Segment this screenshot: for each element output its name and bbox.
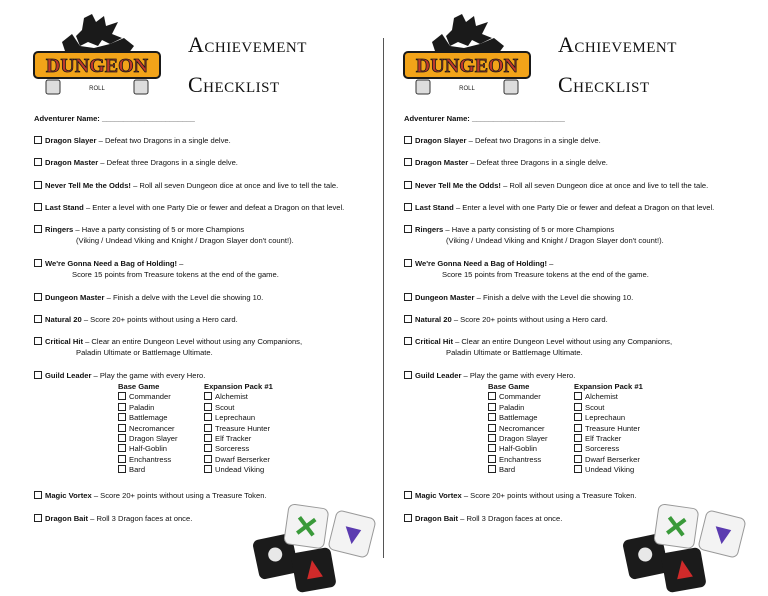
- checkbox-icon[interactable]: [404, 259, 412, 267]
- dungeon-roll-logo: [402, 12, 532, 98]
- checkbox-icon[interactable]: [404, 315, 412, 323]
- checkbox-icon[interactable]: [488, 465, 496, 473]
- checkbox-icon[interactable]: [118, 444, 126, 452]
- checkbox-icon[interactable]: [34, 181, 42, 189]
- hero-name: Sorceress: [585, 444, 620, 454]
- checkbox-icon[interactable]: [488, 392, 496, 400]
- hero-name: Bard: [499, 465, 516, 475]
- achievement-text: – Roll 3 Dragon faces at once.: [88, 514, 193, 523]
- hero-checklist-item: [118, 434, 178, 444]
- achievement-name: Ringers: [45, 225, 74, 234]
- checkbox-icon[interactable]: [204, 424, 212, 432]
- checkbox-icon[interactable]: [488, 403, 496, 411]
- achievement-detail: Paladin Ultimate or Battlemage Ultimate.: [446, 348, 583, 357]
- hero-name: Scout: [585, 402, 605, 412]
- adventurer-name-field: Adventurer Name: ______________________: [404, 114, 565, 123]
- hero-checklist-item: [204, 455, 273, 465]
- achievement-item: [404, 370, 575, 382]
- achievement-item: [404, 314, 608, 326]
- hero-name: Dragon Slayer: [499, 434, 548, 444]
- hero-checklist-item: [488, 424, 548, 434]
- achievement-name: Last Stand: [45, 203, 84, 212]
- hero-checklist-item: [204, 403, 273, 413]
- hero-name: Necromancer: [499, 423, 545, 433]
- hero-checklist-item: [574, 434, 643, 444]
- checkbox-icon[interactable]: [34, 514, 42, 522]
- achievement-item: [404, 135, 601, 147]
- expansion-column: [574, 382, 643, 476]
- logo-subtitle: ROLL: [459, 86, 475, 92]
- achievement-item: [34, 224, 244, 236]
- achievement-name: Never Tell Me the Odds!: [45, 181, 131, 190]
- hero-name: Treasure Hunter: [215, 423, 271, 433]
- checkbox-icon[interactable]: [118, 424, 126, 432]
- checkbox-icon[interactable]: [574, 403, 582, 411]
- checkbox-icon[interactable]: [118, 455, 126, 463]
- checkbox-icon[interactable]: [404, 293, 412, 301]
- achievement-text: – Defeat two Dragons in a single delve.: [466, 136, 601, 145]
- checkbox-icon[interactable]: [34, 315, 42, 323]
- checkbox-icon[interactable]: [118, 465, 126, 473]
- checkbox-icon[interactable]: [404, 136, 412, 144]
- hero-name: Enchantress: [499, 454, 542, 464]
- hero-name: Necromancer: [129, 423, 175, 433]
- achievement-item: [404, 258, 553, 270]
- achievement-name: Dungeon Master: [45, 293, 105, 302]
- achievement-name: Natural 20: [45, 315, 82, 324]
- achievement-item: [34, 180, 338, 192]
- hero-name: Commander: [129, 392, 171, 402]
- logo-wordmark: DUNGEON: [45, 55, 149, 77]
- achievement-text: – Play the game with every Hero.: [461, 371, 576, 380]
- hero-name: Dwarf Berserker: [215, 454, 270, 464]
- hero-checklist-item: [488, 465, 548, 475]
- checkbox-icon[interactable]: [34, 203, 42, 211]
- achievement-name: Dragon Slayer: [415, 136, 467, 145]
- dice-illustration: [618, 498, 748, 596]
- hero-checklist-item: [574, 413, 643, 423]
- title-line-1: Achievement: [188, 32, 307, 57]
- hero-checklist-item: [204, 413, 273, 423]
- achievement-name: Ringers: [415, 225, 444, 234]
- hero-checklist-item: [204, 465, 273, 475]
- achievement-name: Never Tell Me the Odds!: [415, 181, 501, 190]
- logo-subtitle: ROLL: [89, 86, 105, 92]
- base-game-column: [488, 382, 548, 476]
- checkbox-icon[interactable]: [34, 337, 42, 345]
- dungeon-roll-logo: [32, 12, 162, 98]
- hero-name: Treasure Hunter: [585, 423, 641, 433]
- checkbox-icon[interactable]: [118, 392, 126, 400]
- hero-name: Leprechaun: [215, 413, 256, 423]
- hero-name: Sorceress: [215, 444, 250, 454]
- hero-name: Half-Goblin: [499, 444, 537, 454]
- achievement-text: – Enter a level with one Party Die or fewer and defeat a Dragon on that level.: [453, 203, 715, 212]
- checkbox-icon[interactable]: [204, 403, 212, 411]
- expansion-header: Expansion Pack #1: [574, 382, 643, 391]
- achievement-item: [404, 202, 714, 214]
- checkbox-icon[interactable]: [404, 371, 412, 379]
- hero-name: Undead Viking: [585, 465, 635, 475]
- achievement-text: – Have a party consisting of 5 or more Champions: [73, 225, 245, 234]
- achievement-text: – Score 20+ points without using a Treasure Token.: [91, 491, 267, 500]
- expansion-column: [204, 382, 273, 476]
- hero-name: Elf Tracker: [215, 434, 252, 444]
- achievement-item: [34, 292, 263, 304]
- achievement-name: We're Gonna Need a Bag of Holding!: [45, 259, 178, 268]
- adventurer-name-field: Adventurer Name: ______________________: [34, 114, 195, 123]
- checkbox-icon[interactable]: [488, 413, 496, 421]
- checkbox-icon[interactable]: [574, 455, 582, 463]
- hero-name: Paladin: [129, 402, 155, 412]
- checkbox-icon[interactable]: [204, 434, 212, 442]
- achievement-item: [404, 513, 562, 525]
- checkbox-icon[interactable]: [488, 444, 496, 452]
- checklist-right: [390, 0, 760, 594]
- checkbox-icon[interactable]: [404, 514, 412, 522]
- base-game-header: Base Game: [488, 382, 530, 391]
- hero-checklist-item: [488, 444, 548, 454]
- hero-checklist-item: [118, 392, 178, 402]
- achievement-name: Dragon Slayer: [45, 136, 97, 145]
- achievement-text: – Finish a delve with the Level die showing 10.: [104, 293, 264, 302]
- checkbox-icon[interactable]: [488, 455, 496, 463]
- hero-name: Battlemage: [129, 413, 168, 423]
- checkbox-icon[interactable]: [34, 491, 42, 499]
- checkbox-icon[interactable]: [404, 225, 412, 233]
- checkbox-icon[interactable]: [34, 136, 42, 144]
- achievement-detail: (Viking / Undead Viking and Knight / Dragon Slayer don't count!).: [446, 236, 664, 245]
- checkbox-icon[interactable]: [488, 434, 496, 442]
- checkbox-icon[interactable]: [574, 413, 582, 421]
- achievement-text: – Enter a level with one Party Die or fewer and defeat a Dragon on that level.: [83, 203, 345, 212]
- hero-checklist-item: [574, 465, 643, 475]
- achievement-name: Magic Vortex: [415, 491, 462, 500]
- achievement-name: Natural 20: [415, 315, 452, 324]
- achievement-detail: (Viking / Undead Viking and Knight / Dragon Slayer don't count!).: [76, 236, 294, 245]
- expansion-header: Expansion Pack #1: [204, 382, 273, 391]
- checkbox-icon[interactable]: [34, 225, 42, 233]
- hero-checklist-item: [118, 444, 178, 454]
- achievement-name: Guild Leader: [415, 371, 462, 380]
- achievement-text: – Clear an entire Dungeon Level without using any Companions,: [452, 337, 673, 346]
- achievement-name: Dragon Bait: [45, 514, 89, 523]
- achievement-name: Dragon Bait: [415, 514, 459, 523]
- hero-name: Alchemist: [585, 392, 618, 402]
- hero-checklist-item: [118, 465, 178, 475]
- achievement-text: – Roll all seven Dungeon dice at once and live to tell the tale.: [500, 181, 709, 190]
- hero-checklist-item: [204, 434, 273, 444]
- achievement-text: – Roll all seven Dungeon dice at once and live to tell the tale.: [130, 181, 339, 190]
- achievement-item: [34, 202, 344, 214]
- hero-checklist-item: [574, 455, 643, 465]
- hero-checklist-item: [204, 392, 273, 402]
- achievement-item: [34, 135, 231, 147]
- achievement-name: Dungeon Master: [415, 293, 475, 302]
- achievement-detail: Score 15 points from Treasure tokens at the end of the game.: [442, 270, 649, 279]
- hero-checklist-item: [488, 403, 548, 413]
- achievement-text: – Clear an entire Dungeon Level without using any Companions,: [82, 337, 303, 346]
- achievement-text: – Defeat two Dragons in a single delve.: [96, 136, 231, 145]
- checkbox-icon[interactable]: [34, 371, 42, 379]
- achievement-text: – Defeat three Dragons in a single delve.: [98, 158, 238, 167]
- hero-checklist-item: [118, 403, 178, 413]
- achievement-item: [404, 336, 672, 348]
- title-line-2: Checklist: [558, 72, 650, 97]
- hero-checklist-item: [488, 413, 548, 423]
- title-line-1: Achievement: [558, 32, 677, 57]
- achievement-item: [34, 314, 238, 326]
- hero-checklist-item: [118, 413, 178, 423]
- hero-checklist-item: [574, 444, 643, 454]
- hero-name: Alchemist: [215, 392, 248, 402]
- hero-name: Half-Goblin: [129, 444, 167, 454]
- hero-checklist-item: [574, 403, 643, 413]
- achievement-text: – Roll 3 Dragon faces at once.: [458, 514, 563, 523]
- checklist-left: [20, 0, 390, 594]
- hero-checklist-item: [488, 392, 548, 402]
- achievement-text: – Score 20+ points without using a Hero card.: [451, 315, 608, 324]
- checkbox-icon[interactable]: [34, 158, 42, 166]
- checkbox-icon[interactable]: [204, 465, 212, 473]
- hero-name: Leprechaun: [585, 413, 626, 423]
- achievement-item: [404, 180, 708, 192]
- checkbox-icon[interactable]: [488, 424, 496, 432]
- hero-checklist-item: [118, 455, 178, 465]
- checkbox-icon[interactable]: [404, 491, 412, 499]
- achievement-text: – Defeat three Dragons in a single delve.: [468, 158, 608, 167]
- hero-checklist-item: [488, 434, 548, 444]
- achievement-name: Guild Leader: [45, 371, 92, 380]
- checkbox-icon[interactable]: [574, 434, 582, 442]
- hero-name: Scout: [215, 402, 235, 412]
- hero-checklist-item: [488, 455, 548, 465]
- achievement-item: [404, 157, 608, 169]
- checkbox-icon[interactable]: [574, 444, 582, 452]
- achievement-name: Last Stand: [415, 203, 454, 212]
- hero-name: Elf Tracker: [585, 434, 622, 444]
- achievement-item: [34, 490, 267, 502]
- achievement-detail: Score 15 points from Treasure tokens at the end of the game.: [72, 270, 279, 279]
- hero-checklist-item: [204, 424, 273, 434]
- hero-checklist-item: [574, 424, 643, 434]
- checkbox-icon[interactable]: [34, 259, 42, 267]
- checkbox-icon[interactable]: [204, 413, 212, 421]
- achievement-text: – Score 20+ points without using a Treasure Token.: [461, 491, 637, 500]
- logo-wordmark: DUNGEON: [415, 55, 519, 77]
- checkbox-icon[interactable]: [34, 293, 42, 301]
- achievement-text: – Play the game with every Hero.: [91, 371, 206, 380]
- base-game-header: Base Game: [118, 382, 160, 391]
- achievement-name: Critical Hit: [415, 337, 453, 346]
- achievement-text: –: [177, 259, 184, 268]
- hero-name: Undead Viking: [215, 465, 265, 475]
- checkbox-icon[interactable]: [204, 444, 212, 452]
- checkbox-icon[interactable]: [118, 434, 126, 442]
- hero-checklist-item: [118, 424, 178, 434]
- achievement-name: Dragon Master: [415, 158, 469, 167]
- hero-name: Battlemage: [499, 413, 538, 423]
- hero-checklist-item: [204, 444, 273, 454]
- hero-checklist-item: [574, 392, 643, 402]
- hero-name: Enchantress: [129, 454, 172, 464]
- achievement-text: – Finish a delve with the Level die showing 10.: [474, 293, 634, 302]
- checkbox-icon[interactable]: [574, 392, 582, 400]
- checkbox-icon[interactable]: [204, 392, 212, 400]
- achievement-item: [404, 490, 637, 502]
- title-line-2: Checklist: [188, 72, 280, 97]
- achievement-item: [404, 292, 633, 304]
- checkbox-icon[interactable]: [118, 413, 126, 421]
- dice-illustration: [248, 498, 378, 596]
- achievement-item: [34, 258, 183, 270]
- base-game-column: [118, 382, 178, 476]
- hero-name: Paladin: [499, 402, 525, 412]
- checkbox-icon[interactable]: [404, 203, 412, 211]
- achievement-name: Magic Vortex: [45, 491, 92, 500]
- achievement-name: Critical Hit: [45, 337, 83, 346]
- hero-name: Dwarf Berserker: [585, 454, 640, 464]
- achievement-item: [34, 513, 192, 525]
- achievement-text: –: [547, 259, 554, 268]
- achievement-text: – Have a party consisting of 5 or more Champions: [443, 225, 615, 234]
- checkbox-icon[interactable]: [204, 455, 212, 463]
- achievement-name: We're Gonna Need a Bag of Holding!: [415, 259, 548, 268]
- achievement-item: [404, 224, 614, 236]
- achievement-item: [34, 336, 302, 348]
- checkbox-icon[interactable]: [574, 424, 582, 432]
- hero-name: Dragon Slayer: [129, 434, 178, 444]
- hero-name: Commander: [499, 392, 541, 402]
- checkbox-icon[interactable]: [118, 403, 126, 411]
- achievement-item: [34, 157, 238, 169]
- achievement-name: Dragon Master: [45, 158, 99, 167]
- checkbox-icon[interactable]: [404, 337, 412, 345]
- checkbox-icon[interactable]: [404, 158, 412, 166]
- achievement-item: [34, 370, 205, 382]
- hero-name: Bard: [129, 465, 146, 475]
- achievement-text: – Score 20+ points without using a Hero card.: [81, 315, 238, 324]
- checkbox-icon[interactable]: [574, 465, 582, 473]
- achievement-detail: Paladin Ultimate or Battlemage Ultimate.: [76, 348, 213, 357]
- checkbox-icon[interactable]: [404, 181, 412, 189]
